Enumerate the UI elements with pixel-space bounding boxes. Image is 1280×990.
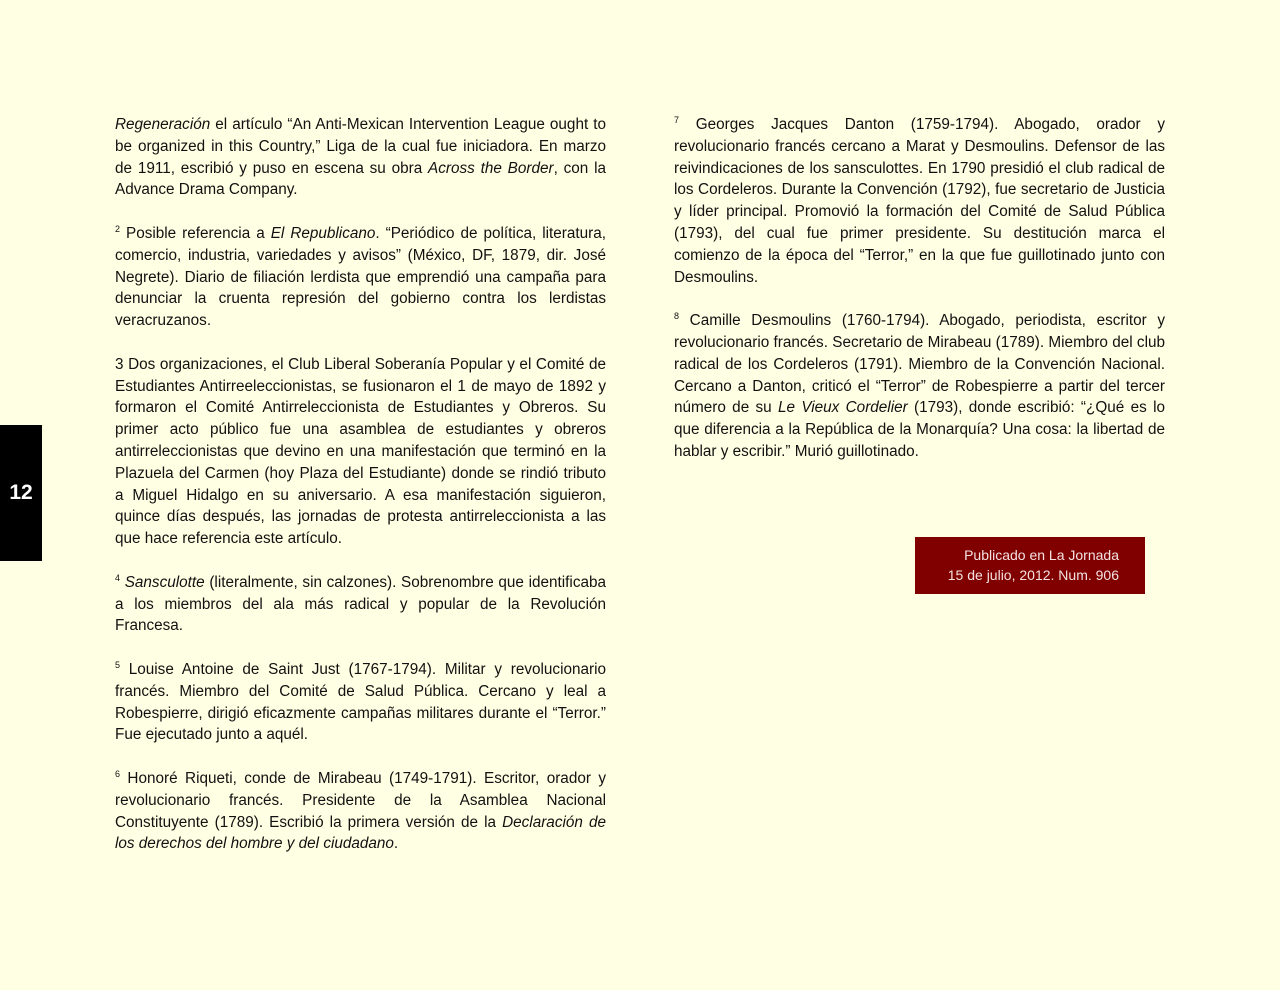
publication-box	[915, 537, 1145, 594]
publication-source: Publicado en La Jornada	[964, 547, 1119, 563]
footnote-8-title: Le Vieux Cordelier	[778, 399, 908, 417]
footnote-1-text-end: , con la Advance Drama Company.	[115, 159, 606, 199]
footnote-1-title-across-border: Across the Border	[428, 159, 554, 177]
footnote-2	[115, 223, 606, 332]
footnote-8-text: Camille Desmoulins (1760-1794). Abogado, periodista, escritor y revolucionario francés. Secretario de Mirabeau (1789). Miembro del club radical de los Cordeleros (1791). Miembro de la Convención Nacional. Cercano a Danton, criticó el “Terror” de Robespierre a partir del tercer número de su	[674, 312, 1165, 417]
footnote-6-marker: 6	[115, 768, 121, 779]
page-number-tab	[0, 425, 42, 561]
footnote-5-marker: 5	[115, 659, 121, 670]
footnote-8-marker: 8	[674, 311, 680, 322]
footnote-2-text-end: . “Periódico de política, literatura, comercio, industria, variedades y avisos” (México, DF, 1879, dir. José Negrete). Diario de filiación lerdista que emprendió una campaña para denunciar la cruenta represión del gobierno contra los lerdistas veracruzanos.	[115, 224, 606, 330]
footnote-3	[115, 354, 606, 550]
footnote-1-continuation	[115, 114, 606, 201]
footnote-7-text: Georges Jacques Danton (1759-1794). Abogado, orador y revolucionario francés cercano a Marat y Desmoulins. Defensor de las reivindicaciones de los sansculottes. En 1790 presidió el club radical de los Cordeleros. Durante la Convención (1792), fue secretario de Justicia y líder principal. Promovió la formación del Comité de Salud Pública (1793), del cual fue primer presidente. Su destitución marca el comienzo de la época del “Terror,” en la que fue guillotinado junto con Desmoulins.	[674, 116, 1165, 286]
footnote-2-text: Posible referencia a	[120, 224, 271, 242]
footnote-7-marker: 7	[674, 115, 680, 125]
footnote-2-marker: 2	[115, 223, 121, 234]
right-column	[674, 114, 1165, 485]
footnote-6-title: Declaración de los derechos del hombre y del ciudadano	[115, 813, 606, 853]
footnote-2-title: El Republicano	[270, 224, 376, 242]
footnote-6	[115, 768, 606, 855]
footnote-4	[115, 572, 606, 637]
footnote-6-text: Honoré Riqueti, conde de Mirabeau (1749-1791). Escritor, orador y revolucionario francés. Presidente de la Asamblea Nacional Constituyente (1789). Escribió la primera versión de la	[115, 769, 606, 831]
page-number: 12	[9, 481, 33, 504]
footnote-1-text: el artículo “An Anti-Mexican Intervention League ought to be organized in this Country,” Liga de la cual fue iniciadora. En marzo de 1911, escribió y puso en escena su obra	[115, 116, 606, 177]
footnote-8-text-end: (1793), donde escribió: “¿Qué es lo que diferencia a la República de la Monarquía? Una cosa: la libertad de hablar y escribir.” Murió guillotinado.	[674, 399, 1165, 460]
left-column	[115, 114, 606, 877]
footnote-3-text: 3 Dos organizaciones, el Club Liberal Soberanía Popular y el Comité de Estudiantes Antirreeleccionistas, se fusionaron el 1 de mayo de 1892 y formaron el Comité Antirreleccionista de Estudiantes y Obreros. Su primer acto público fue una asamblea de estudiantes y obreros antirreleccionistas que devino en una manifestación que terminó en la Plazuela del Carmen (hoy Plaza del Estudiante) donde se rindió tributo a Miguel Hidalgo en su aniversario. A esa manifestación siguieron, quince días después, las jornadas de protesta antirreleccionista a las que hace referencia este artículo.	[115, 355, 606, 548]
publication-date: 15 de julio, 2012. Num. 906	[947, 567, 1119, 583]
footnote-4-marker: 4	[115, 572, 121, 583]
footnote-4-text: (literalmente, sin calzones). Sobrenombre que identificaba a los miembros del ala más radical y popular de la Revolución Francesa.	[115, 573, 607, 635]
footnote-7	[674, 114, 1165, 288]
footnote-8	[674, 310, 1165, 463]
footnote-6-text-end: .	[393, 835, 399, 853]
footnote-1-title-regeneracion: Regeneración	[115, 116, 211, 133]
footnote-5	[115, 659, 606, 746]
footnote-4-term: Sansculotte	[124, 573, 205, 591]
footnote-5-text: Louise Antoine de Saint Just (1767-1794). Militar y revolucionario francés. Miembro del Comité de Salud Pública. Cercano y leal a Robespierre, dirigió eficazmente campañas militares durante el “Terror.” Fue ejecutado junto a aquél.	[115, 660, 606, 744]
